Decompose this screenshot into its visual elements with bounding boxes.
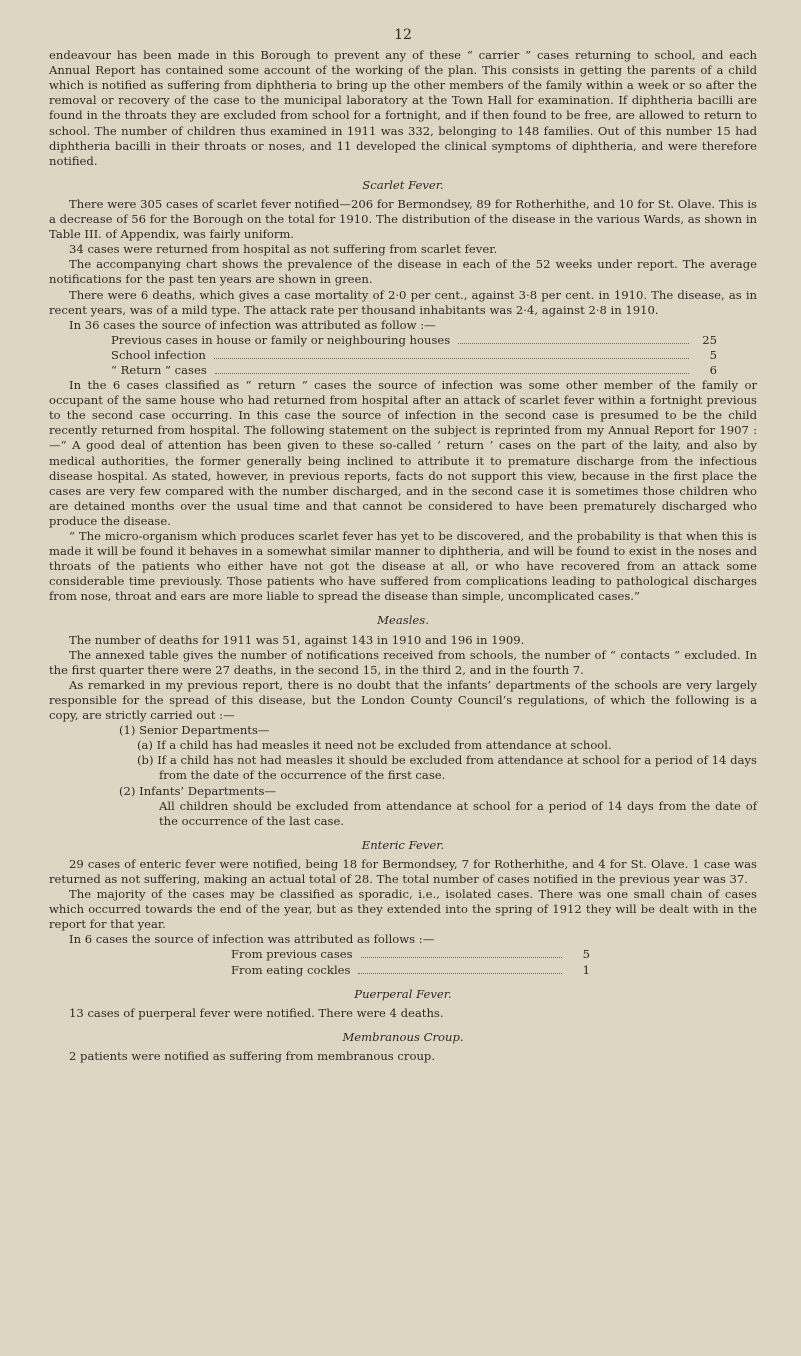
section-heading-membranous-croup: Membranous Croup. <box>342 1029 464 1044</box>
list-item: From previous cases 5 <box>231 947 590 962</box>
page-number: 12 <box>394 27 412 43</box>
paragraph: The accompanying chart shows the prevalence of the disease in each of the 52 weeks under report. The average notifications for the past ten years are shown in green. <box>49 257 757 287</box>
regulation-infants: (2) Infants’ Departments— <box>119 783 277 798</box>
paragraph: 13 cases of puerperal fever were notified. There were 4 deaths. <box>69 1005 444 1020</box>
section-heading-measles: Measles. <box>377 613 429 628</box>
paragraph: The number of deaths for 1911 was 51, against 143 in 1910 and 196 in 1909. <box>69 632 525 647</box>
section-heading-scarlet-fever: Scarlet Fever. <box>362 177 444 192</box>
paragraph: In 36 cases the source of infection was attributed as follow :— <box>69 317 436 332</box>
paragraph: In 6 cases the source of infection was attributed as follows :— <box>69 932 435 947</box>
paragraph: The annexed table gives the number of notifications received from schools, the number of “ contacts ” excluded. In the first quarter there were 27 deaths, in the second 15, in the third 2, and in the fourth 7. <box>49 647 757 677</box>
enteric-sources-list <box>231 947 590 977</box>
regulation-senior-a: (a) If a child has had measles it need not be excluded from attendance at school. <box>137 738 612 753</box>
scarlet-sources-list <box>111 333 717 378</box>
section-heading-puerperal-fever: Puerperal Fever. <box>354 986 452 1001</box>
list-item: From eating cockles 1 <box>231 962 590 977</box>
paragraph: 34 cases were returned from hospital as not suffering from scarlet fever. <box>69 242 498 257</box>
paragraph: There were 6 deaths, which gives a case mortality of 2·0 per cent., against 3·8 per cent. in 1910. The disease, as in recent years, was of a mild type. The attack rate per thousand inhabitants was 2·4, against 2·8 in 1910. <box>49 287 757 317</box>
list-item: “ Return ” cases 6 <box>111 362 717 377</box>
list-item: School infection 5 <box>111 347 717 362</box>
section-heading-enteric-fever: Enteric Fever. <box>361 837 445 852</box>
paragraph: The majority of the cases may be classified as sporadic, i.e., isolated cases. There was one small chain of cases which occurred towards the end of the year, but as they extended into the spring of 1912 they will be dealt with in the report for that year. <box>49 887 757 932</box>
paragraph: 29 cases of enteric fever were notified, being 18 for Bermondsey, 7 for Rotherhithe, and 4 for St. Olave. 1 case was returned as not suffering, making an actual total of 28. The total number of cases notified in the previous year was 37. <box>49 856 757 886</box>
paragraph: “ The micro-organism which produces scarlet fever has yet to be discovered, and the probability is that when this is made it will be found it behaves in a somewhat similar manner to diphtheria, and will be found to exist in the noses and throats of the patients who either have not got the disease at all, or who have recovered from an attack some considerable time previously. Those patients who have suffered from complications leading to pathological discharges from nose, throat and ears are more liable to spread the disease than simple, uncomplicated cases.” <box>49 529 757 604</box>
paragraph: There were 305 cases of scarlet fever notified—206 for Bermondsey, 89 for Rotherhithe, and 10 for St. Olave. This is a decrease of 56 for the Borough on the total for 1910. The distribution of the disease in the various Wards, as shown in Table III. of Appendix, was fairly uniform. <box>49 196 757 242</box>
paragraph: endeavour has been made in this Borough to prevent any of these “ carrier ” cases returning to school, and each Annual Report has contained some account of the working of the plan. This consists in getting the parents of a child which is notified as suffering from diphtheria to bring up the other members of the family within a week or so after the removal or recovery of the case to the municipal laboratory at the Town Hall for examination. If diphtheria bacilli are found in the throats they are excluded from school for a fortnight, and if then found to be free, are allowed to return to school. The number of children thus examined in 1911 was 332, belonging to 148 families. Out of this number 15 had diphtheria bacilli in their throats or noses, and 11 developed the clinical symptoms of diphtheria, and were therefore notified. <box>49 48 757 168</box>
regulation-senior-b: (b) If a child has not had measles it should be excluded from attendance at school for a period of 14 days from the date of the occurrence of the first case. <box>137 753 757 783</box>
regulation-infants-rule: All children should be excluded from attendance at school for a period of 14 days from the date of the occurrence of the last case. <box>159 798 757 828</box>
paragraph: As remarked in my previous report, there is no doubt that the infants’ departments of the schools are very largely responsible for the spread of this disease, but the London County Council’s regulations, of which the following is a copy, are strictly carried out :— <box>49 677 757 723</box>
regulation-senior: (1) Senior Departments— <box>119 723 270 738</box>
list-item: Previous cases in house or family or neighbouring houses 25 <box>111 332 717 347</box>
paragraph: 2 patients were notified as suffering from membranous croup. <box>69 1048 436 1063</box>
paragraph: In the 6 cases classified as “ return ” cases the source of infection was some other member of the family or occupant of the same house who had returned from hospital after an attack of scarlet fever within a fortnight previous to the second case occurring. In this case the source of infection in the second case is presumed to be the child recently returned from hospital. The following statement on the subject is reprinted from my Annual Report for 1907 :—“ A good deal of attention has been given to these so-called ‘ return ’ cases on the part of the laity, and also by medical authorities, the former generally being inclined to attribute it to premature discharge from the infectious disease hospital. As stated, however, in previous reports, facts do not support this view, because in the first place the cases are very few compared with the number discharged, and in the second case it is sometimes those children who are detained months over the usual time and that cannot be considered to have been prematurely discharged who produce the disease. <box>49 378 757 528</box>
